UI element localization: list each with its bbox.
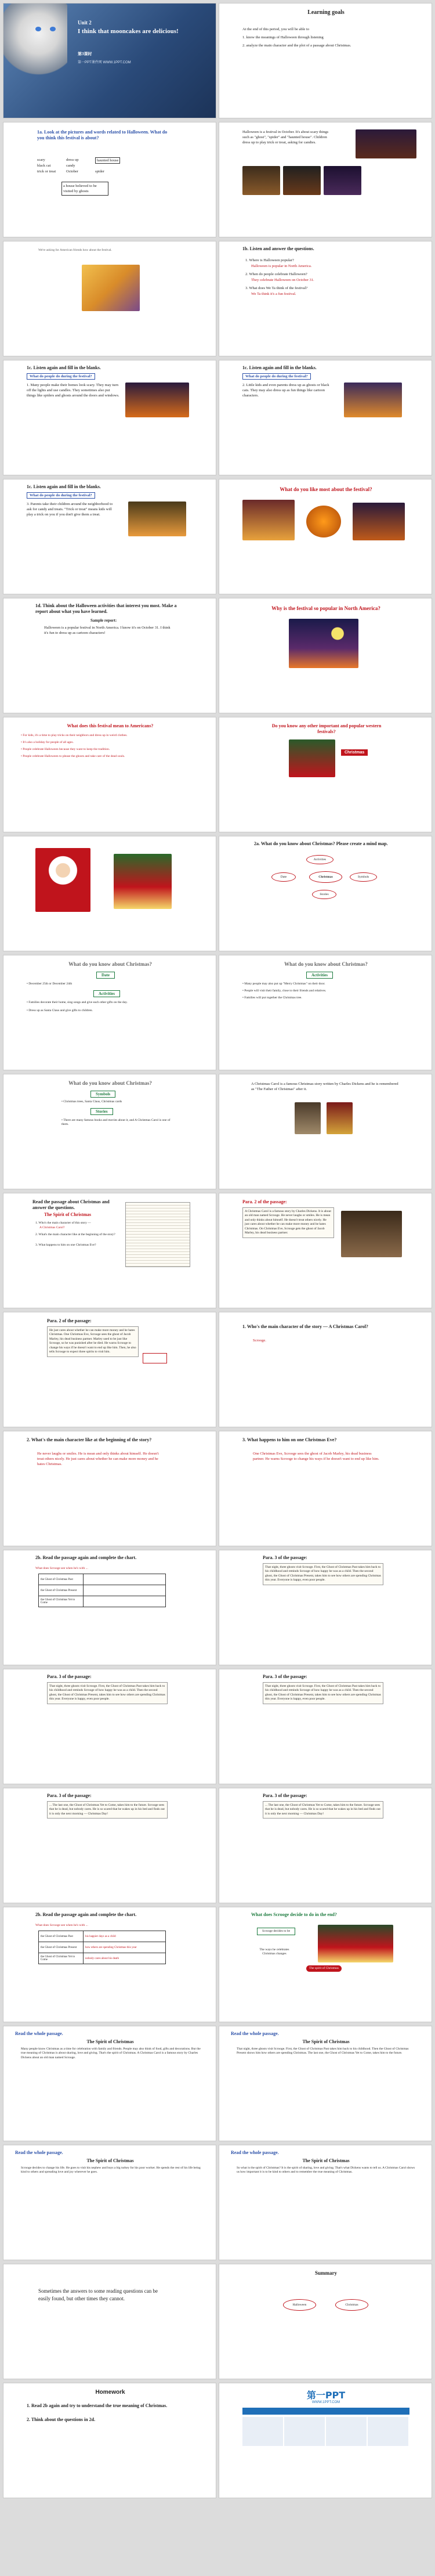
slide-like-most[interactable] (219, 479, 432, 594)
table-row (39, 1953, 166, 1964)
spirit-node: The spirit of Christmas (306, 1965, 342, 1972)
para-title: Para. 3 of the passage: (47, 1674, 92, 1679)
stories-line: • There are many famous books and movies about it, and A Christmas Carol is one of them. (61, 1119, 171, 1127)
passage-title: The Spirit of Christmas (86, 2039, 134, 2044)
slide-homework[interactable] (3, 2383, 216, 2498)
decision-node: Scrooge decides to be (257, 1928, 295, 1935)
read-title: Read the whole passage. (15, 2031, 63, 2036)
slide-para3-b[interactable] (3, 1669, 216, 1784)
scrooge-image (341, 1211, 402, 1257)
answer-1: Scrooge. (253, 1338, 266, 1343)
goals-title: Learning goals (307, 9, 345, 16)
activities-heading: Activities (93, 990, 120, 997)
question-2: 2. What's the main character like at the beginning of the story? (35, 1233, 115, 1236)
answer-2: They celebrate Halloween on October 31. (251, 278, 314, 282)
slide-2b-chart-answers[interactable] (3, 1907, 216, 2022)
halloween-pumpkin-image (356, 129, 416, 158)
slide-1a-answer[interactable] (219, 122, 432, 237)
question-title: What do you know about Christmas? (284, 961, 368, 967)
summary-node-halloween: Halloween (283, 2299, 316, 2311)
question-title: What do you like most about the festival? (280, 486, 372, 492)
passage-text: That night, three ghosts visit Scrooge. First, the Ghost of Christmas Past takes him back to his childhood. Then the Ghost of Christmas Present shows him how others are spending Christmas. The last one, the Ghost of Christmas Yet to Come, takes him to the future. (237, 2047, 409, 2055)
row-label: the Ghost of Christmas Yet to Come (39, 1953, 84, 1964)
row-label: the Ghost of Christmas Past (39, 1931, 84, 1942)
goals-line: 2. analyze the main character and the plot of a passage about Christmas. (242, 44, 351, 48)
slide-1d[interactable] (3, 598, 216, 713)
activities-line: • Many people may also put up "Merry Christmas" on their door. (242, 982, 325, 986)
slide-santa[interactable] (3, 836, 216, 951)
table-row (39, 1931, 166, 1942)
word-black-cat: black cat (37, 164, 51, 168)
slide-para3-e[interactable] (219, 1788, 432, 1903)
slide-answer-1[interactable] (219, 1312, 432, 1427)
slide-symbols-stories[interactable] (3, 1074, 216, 1189)
slide-1c-part3[interactable] (3, 479, 216, 594)
question-1: 1. Who's the main character of this story — (35, 1221, 91, 1225)
goals-line: At the end of this period, you will be able to (242, 27, 309, 31)
date-heading: Date (96, 972, 115, 979)
slide-whole-passage-4[interactable] (219, 2145, 432, 2260)
cat-eye (50, 27, 56, 31)
word-trick-or-treat: trick or treat (37, 169, 56, 174)
answer-cell: nobody cares about his death (84, 1953, 166, 1964)
slide-christmas-date[interactable] (3, 955, 216, 1070)
answer-2: He never laughs or smiles. He is mean and only thinks about himself. He doesn't treat others nicely. He just cares about whether he can make more money and he hates Christmas. (37, 1452, 159, 1467)
chart-question: What does Scrooge see when he's with ... (35, 1924, 88, 1927)
chart-table (38, 1574, 166, 1607)
brand-url[interactable]: WWW.1PPT.COM (311, 2401, 340, 2404)
mindmap-node-symbols: Symbols (350, 872, 377, 882)
carol-intro: A Christmas Carol is a famous Christmas story written by Charles Dickens and he is remembered as "The Father of Christmas" after it. (251, 1082, 398, 1092)
activities-line: • Families will put together the Christmas tree. (242, 996, 302, 1000)
activities-heading: Activities (306, 972, 333, 979)
brand-link-grid (242, 2417, 409, 2446)
brand-bar (242, 2408, 409, 2415)
answer-cell: his happier days as a child (84, 1931, 166, 1942)
costume-child-image (344, 383, 402, 417)
haunted-house-image (324, 166, 361, 195)
table-row (39, 1942, 166, 1953)
slide-para3-a[interactable] (219, 1550, 432, 1665)
trick-or-treat-image (242, 166, 280, 195)
slide-why-popular[interactable] (219, 598, 432, 713)
chart-question: What does Scrooge see when he's with ... (35, 1567, 88, 1570)
summary-title: Summary (315, 2270, 337, 2276)
slide-whole-passage-1[interactable] (3, 2026, 216, 2141)
mindmap-center: Christmas (309, 871, 342, 883)
homework-line-2: 2. Think about the questions in 2d. (27, 2417, 96, 2422)
christmas-gifts-image (114, 854, 172, 909)
slide-para3-c[interactable] (219, 1669, 432, 1784)
question-title: What does Scrooge decide to do in the end? (251, 1912, 337, 1917)
slide-answer-3[interactable] (219, 1431, 432, 1546)
question-2: 2. When do people celebrate Halloween? (245, 272, 307, 276)
slide-festival-meaning[interactable] (3, 717, 216, 832)
task-title: 1c. Listen again and fill in the blanks. (27, 365, 101, 370)
task-title: 1a. Look at the pictures and words related to Halloween. What do you think this festival is about? (37, 129, 168, 140)
summary-node-christmas: Christmas (335, 2299, 368, 2311)
caption: We're asking for American friends how about the festival. (38, 248, 112, 252)
question-bar: What do people do during the festival? (242, 373, 311, 380)
meaning-bullet: • People celebrate Halloween because they want to keep the tradition. (21, 748, 110, 751)
site-label: 第一PPT课件网 WWW.1PPT.COM (78, 61, 131, 64)
candy-bowl-image (353, 503, 405, 540)
cat-eye (35, 27, 41, 31)
halloween-night-image (289, 619, 358, 668)
word-spider: spider (95, 169, 104, 174)
christmas-carol-book (327, 1102, 353, 1134)
slide-title[interactable] (3, 3, 216, 118)
decision-node: The ways he celebrates Christmas changes (259, 1948, 289, 1956)
costume-kids-image (82, 265, 140, 311)
table-row (39, 1574, 166, 1585)
question-title: Do you know any other important and popular western festivals? (271, 723, 382, 734)
goals-line: 1. know the meanings of Halloween through listening (242, 35, 324, 39)
chart-table (38, 1931, 166, 1964)
meaning-bullet: • People celebrate Halloween to please the ghosts and take care of the dead souls. (21, 755, 125, 758)
answer-cell[interactable] (84, 1596, 166, 1607)
slide-1a[interactable] (3, 122, 216, 237)
task-title: Read the passage about Christmas and answer the questions. (32, 1199, 110, 1210)
read-title: Read the whole passage. (231, 2031, 279, 2036)
fill-text: 1. Many people make their homes look scary. They may turn off the lights and use candles. They sometimes also put things like spiders and ghosts around the doors and windows. (27, 383, 119, 398)
passage-title: The Spirit of Christmas (302, 2039, 350, 2044)
activities-line: • Families decorate their home, sing songs and give each other gifts on the day. (27, 1001, 128, 1004)
mindmap-node-date: Date (271, 872, 296, 882)
slide-2b-chart[interactable] (3, 1550, 216, 1665)
row-label: the Ghost of Christmas Present (39, 1585, 84, 1596)
task-title: 1c. Listen again and fill in the blanks. (242, 365, 317, 370)
para-title: Para. 3 of the passage: (47, 1793, 92, 1798)
slide-listening-intro[interactable] (3, 241, 216, 356)
reading-tip-text: Sometimes the answers to some reading questions can be easily found, but other times they cannot. (38, 2288, 158, 2301)
question-bar: What do people do during the festival? (27, 373, 95, 380)
spooky-house-image (125, 383, 189, 417)
para3-text: ... The last one, the Ghost of Christmas Yet to Come, takes him to the future. Scrooge sees that he is dead, but nobody cares. He is so scared that he wakes up in his bed and finds out it is only the next morning — Christmas Day! (47, 1801, 168, 1819)
dressed-up-kids-image (242, 500, 295, 540)
homework-title: Homework (95, 2389, 125, 2395)
homework-line-1: 1. Read 2b again and try to understand the true meaning of Christmas. (27, 2403, 168, 2408)
answer-cell: how others are spending Christmas this year (84, 1942, 166, 1953)
question-title: What do you know about Christmas? (68, 961, 152, 967)
para-title: Para. 3 of the passage: (263, 1555, 307, 1560)
meaning-bullet: • For kids, it's a time to play tricks on their neighbors and dress up in weird clothes. (21, 734, 128, 737)
question-3: 3. What does We Ta think of the festival? (245, 286, 308, 290)
para2-text: A Christmas Carol is a famous story by Charles Dickens. It is about an old man named Scrooge. He never laughs or smiles. He is mean and only thinks about himself. He doesn't treat others nicely. He just cares about whether he can make more money and he hates Christmas. On Christmas Eve, Scrooge gets the ghost of Jacob Marley, his dead business partner. (242, 1207, 334, 1238)
task-title: 1d. Think about the Halloween activities that interest you most. Make a report about what you have learned. (35, 603, 177, 614)
slide-whole-passage-2[interactable] (219, 2026, 432, 2141)
sample-report-label: Sample report: (90, 618, 117, 623)
question-title: Why is the festival so popular in North America? (271, 605, 380, 611)
cat-image (3, 3, 67, 79)
task-title: 2b. Read the passage again and complete the chart. (35, 1912, 137, 1917)
christmas-tag: Christmas (341, 749, 368, 756)
passage-thumbnail (125, 1202, 190, 1267)
fill-text: 3. Parents take their children around the neighborhood to ask for candy and treats. "Trick or treat" means kids will play a trick on you if you don't give them a treat. (27, 502, 113, 517)
table-row (39, 1596, 166, 1607)
slide-1b[interactable] (219, 241, 432, 356)
christmas-celebration-image (318, 1925, 393, 1962)
sample-report-text: Halloween is a popular festival in North America. I know it's on October 31. I think it's fun to dress up as cartoon characters! (44, 626, 171, 636)
answer-3: We Ta think it's a fun festival. (251, 292, 296, 296)
word-scary: scary (37, 158, 45, 162)
para-title: Para. 2 of the passage: (242, 1199, 287, 1204)
para3-text: ... The last one, the Ghost of Christmas Yet to Come, takes him to the future. Scrooge sees that he is dead, but nobody cares. He is so scared that he wakes up in his bed and finds out it is only the next morning — Christmas Day! (263, 1801, 383, 1819)
task-title: 2a. What do you know about Christmas? Please create a mind map. (254, 841, 388, 846)
table-row (39, 1585, 166, 1596)
para-title: Para. 3 of the passage: (263, 1674, 307, 1679)
period-label: 第3课时 (78, 52, 92, 56)
passage-text: So what is the spirit of Christmas? It is the spirit of sharing, love and giving. That's what Dickens wants to tell us. A Christmas Carol shows us how important it is to be kind to others and to remember the true meaning of Christmas. (237, 2166, 415, 2174)
word-candy: candy (66, 164, 75, 168)
row-label: the Ghost of Christmas Present (39, 1942, 84, 1953)
christmas-image (289, 739, 335, 777)
symbols-line: • Christmas trees, Santa Claus, Christmas cards (61, 1100, 122, 1103)
para3-text: That night, three ghosts visit Scrooge. First, the Ghost of Christmas Past takes him back to his childhood and reminds Scrooge of how happy he was as a child. Then the second ghost, the Ghost of Christmas Present, takes him to see how others are spending Christmas this year. Everyone is happy, even poor people. (47, 1682, 168, 1704)
passage-title: The Spirit of Christmas (44, 1212, 92, 1217)
slide-para3-d[interactable] (3, 1788, 216, 1903)
passage-title: The Spirit of Christmas (302, 2158, 350, 2163)
stories-heading: Stories (90, 1108, 113, 1115)
slide-1c-part1[interactable] (3, 360, 216, 475)
para3-text: That night, three ghosts visit Scrooge. First, the Ghost of Christmas Past takes him back to his childhood and reminds Scrooge of how happy he was as a child. Then the second ghost, the Ghost of Christmas Present, takes him to see how others are spending Christmas this year. Everyone is happy, even poor people. (263, 1563, 383, 1585)
unit-label: Unit 2 (78, 20, 92, 26)
slide-summary[interactable] (219, 2264, 432, 2379)
costume-image (283, 166, 321, 195)
slide-reading-tip[interactable] (3, 2264, 216, 2379)
symbols-heading: Symbols (90, 1091, 115, 1098)
activities-line: • Dress up as Santa Claus and give gifts to children. (27, 1009, 93, 1012)
question-title: What do you know about Christmas? (68, 1080, 152, 1086)
question-2: 2. What's the main character like at the beginning of the story? (27, 1437, 152, 1442)
question-title: What does this festival mean to Americans? (67, 723, 154, 728)
read-title: Read the whole passage. (231, 2150, 279, 2155)
slide-brand[interactable] (219, 2383, 432, 2498)
task-title: 1c. Listen again and fill in the blanks. (27, 484, 101, 489)
passage-text: Many people know Christmas as a time for celebration with family and friends. People may also think of food, gifts and decorations. But the true meaning of Christmas is about sharing, love and giving. That's the spirit of Christmas. A Christmas Carol is a famous story by Charles Dickens about an old man named Scrooge. (21, 2047, 201, 2059)
question-3: 3. What happens to him on one Christmas Eve? (242, 1437, 337, 1442)
read-title: Read the whole passage. (15, 2150, 63, 2155)
para-title: Para. 2 of the passage: (47, 1318, 92, 1323)
definition-box: a house believed to be visited by ghosts (61, 182, 108, 196)
slide-para2-passage[interactable] (3, 1312, 216, 1427)
slide-whole-passage-3[interactable] (3, 2145, 216, 2260)
question-bar: What do people do during the festival? (27, 492, 95, 499)
answer-3: One Christmas Eve, Scrooge sees the ghost of Jacob Marley, his dead business partner. He warns Scrooge to change his ways if he doesn't want to end up like him. (253, 1452, 379, 1462)
slide-read-questions[interactable] (3, 1193, 216, 1308)
slide-learning-goals[interactable] (219, 3, 432, 118)
answer-cell[interactable] (84, 1585, 166, 1596)
slide-para2-highlight[interactable] (219, 1193, 432, 1308)
task-title: 1b. Listen and answer the questions. (242, 246, 314, 251)
mindmap-node-stories: Stories (312, 890, 336, 899)
halloween-description: Halloween is a festival in October. It's about scary things such as "ghost", "spider" and "haunted house". Children dress up to play trick or treat, asking for candies. (242, 130, 329, 145)
meaning-bullet: • It's also a holiday for people of all ages. (21, 741, 74, 744)
pumpkin-lantern-image (306, 506, 341, 537)
charles-dickens-portrait (295, 1102, 321, 1134)
activities-line: • People will visit their family, close to their friends and relatives. (242, 989, 327, 993)
answer-1: Halloween is popular in North America. (251, 264, 312, 268)
slide-title-text: I think that mooncakes are delicious! (78, 28, 179, 35)
question-3: 3. What happens to him on one Christmas Eve? (35, 1243, 96, 1247)
word-haunted-house: haunted house (95, 157, 120, 164)
slide-christmas-activities[interactable] (219, 955, 432, 1070)
row-label: the Ghost of Christmas Yet to Come (39, 1596, 84, 1607)
slide-answer-2[interactable] (3, 1431, 216, 1546)
passage-title: The Spirit of Christmas (86, 2158, 134, 2163)
question-1: 1. Who's the main character of the story — A Christmas Carol? (242, 1324, 368, 1329)
para3-text: That night, three ghosts visit Scrooge. First, the Ghost of Christmas Past takes him back to his childhood and reminds Scrooge of how happy he was as a child. Then the second ghost, the Ghost of Christmas Present, takes him to see how others are spending Christmas this year. Everyone is happy, even poor people. (263, 1682, 383, 1704)
question-1: 1. Where is Halloween popular? (245, 258, 294, 262)
highlight-box (143, 1353, 167, 1363)
slide-christmas-carol[interactable] (219, 1074, 432, 1189)
answer-cell[interactable] (84, 1574, 166, 1585)
slide-scrooge-decision[interactable] (219, 1907, 432, 2022)
mindmap-node-activities: Activities (306, 855, 334, 864)
slide-other-festivals[interactable] (219, 717, 432, 832)
santa-claus-image (35, 848, 90, 912)
passage-text: Scrooge decides to change his life. He goes to visit his nephew and buys a big turkey for his poor worker. He spends the rest of his life being kind to others and spreading love and joy wherever he goes. (21, 2166, 201, 2174)
task-title: 2b. Read the passage again and complete the chart. (35, 1555, 137, 1560)
brand-logo: 第一PPT (306, 2390, 346, 2401)
fill-text: 2. Little kids and even parents dress up as ghosts or black cats. They may also dress up as fun things like cartoon characters. (242, 383, 329, 398)
date-line: • December 25th or December 24th (27, 982, 72, 986)
para-title: Para. 3 of the passage: (263, 1793, 307, 1798)
slide-1c-part2[interactable] (219, 360, 432, 475)
question-1-title: A Christmas Carol? (39, 1226, 65, 1229)
trick-or-treat-kids-image (128, 502, 186, 536)
word-october: October (66, 169, 78, 174)
slide-2a-mindmap[interactable] (219, 836, 432, 951)
para2-text: He just cares about whether he can make more money and he hates Christmas. One Christmas Eve, Scrooge sees the ghost of Jacob Marley, his dead business partner. Marley used to be just like Scrooge, so he was punished after he died. He warns Scrooge to change his ways if he doesn't want to end up like him. Then, he also tells Scrooge to expect three spirits to visit him. (47, 1326, 139, 1357)
word-dress-up: dress up (66, 158, 79, 162)
row-label: the Ghost of Christmas Past (39, 1574, 84, 1585)
